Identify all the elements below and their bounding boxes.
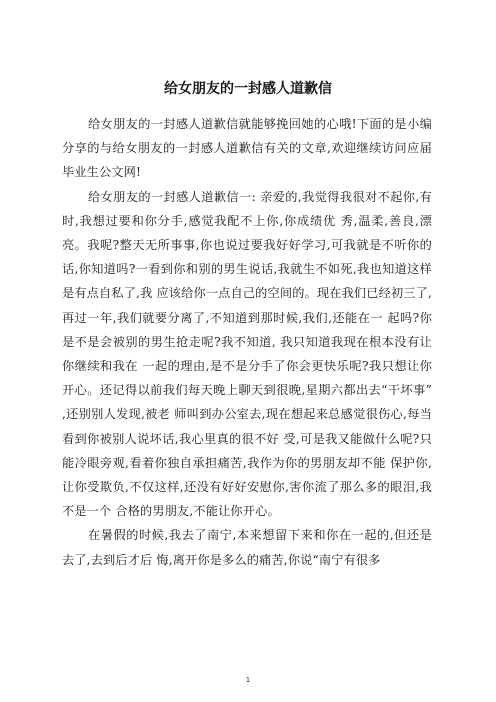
page-number: 1 (245, 676, 251, 684)
intro-paragraph: 给女朋友的一封感人道歉信就能够挽回她的心哦!下面的是小编分享的与给女朋友的一封感人道歉信有关的文章,欢迎继续访问应届毕业生公文网! (62, 117, 432, 180)
document-title: 给女朋友的一封感人道歉信 (164, 81, 332, 97)
document-body (62, 112, 432, 572)
letter-paragraph-2: 在暑假的时候,我去了南宁,本来想留下来和你在一起的,但还是去了,去到后才后 悔,离开你是多么的痛苦,你说“南宁有很多 (62, 528, 432, 567)
letter-paragraph-1: 给女朋友的一封感人道歉信一: 亲爱的,我觉得我很对不起你,有时,我想过要和你分手,感觉我配不上你,你成绩优 秀,温柔,善良,漂亮。我呢?整天无所事事,你也说过要我好好学习,可我就是不听你的 话,你知道吗?一看到你和别的男生说话,我就生不如死,我也知道这样是有点自私了,我 应该给你一点自己的空间的。现在我们已经初三了,再过一年,我们就要分离了,不知道到那时候,我们,还能在一 起吗?你是不是会被别的男生抢走呢?我不知道, 我只知道我现在根本没有让你继续和我在 一起的理由,是不是分手了你会更快乐呢?我只想让你开心。还记得以前我们每天晚上聊天到很晚,星期六都出去“干坏事” ,还别别人发现,被老 师叫到办公室去,现在想起来总感觉很伤心,每当看到你被别人说坏话,我心里真的很不好 受,可是我又能做什么呢?只能冷眼旁观,看着你独自承担痛苦,我作为你的男朋友却不能 保护你,让你受欺负,不仅这样,还没有好好安慰你,害你流了那么多的眼泪,我不是一个 合格的男朋友,不能让你开心。 (62, 189, 432, 519)
